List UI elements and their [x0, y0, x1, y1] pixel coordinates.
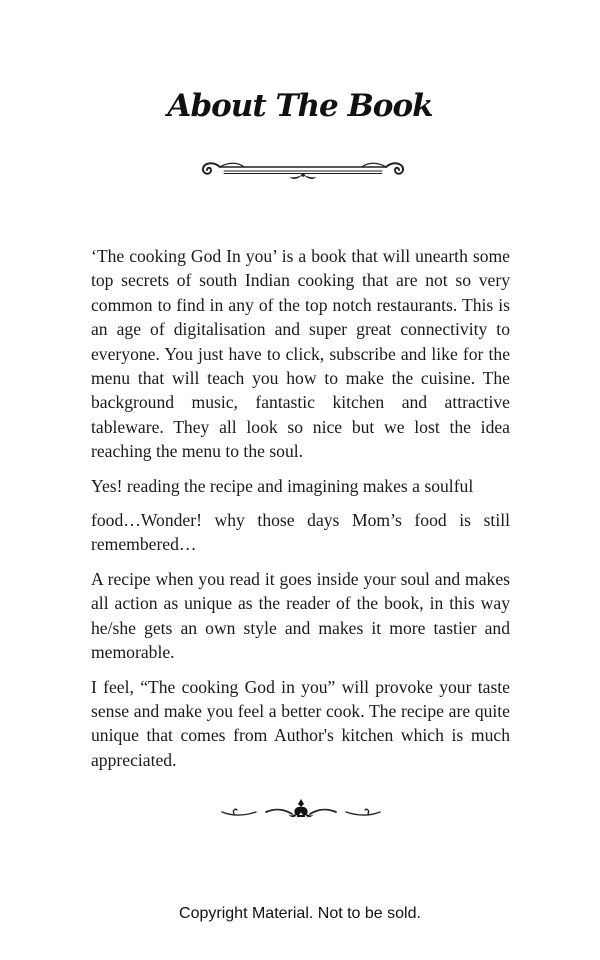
- fleur-de-lis-divider-icon: [220, 796, 382, 822]
- about-text: [91, 244, 510, 782]
- paragraph: A recipe when you read it goes inside your soul and makes all action as unique as the reader of the book, in this way he/she gets an own style and makes it more tastier and memorable.: [91, 568, 510, 663]
- paragraph: food…Wonder! why those days Mom’s food is still remembered…: [91, 510, 510, 555]
- paragraph: ‘The cooking God In you’ is a book that will unearth some top secrets of south Indian cooking that are not so very common to find in any of the top notch restaurants. This is an age of digitalisation and super great connectivity to everyone. You just have to click, subscribe and like for the menu that will teach you how to make the cuisine. The background music, fantastic kitchen and attractive tableware. They all look so nice but we lost the idea reaching the menu to the soul.: [91, 246, 510, 462]
- paragraph: Yes! reading the recipe and imagining makes a soulful: [91, 475, 474, 496]
- paragraph: I feel, “The cooking God in you” will provoke your taste sense and make you feel a better cook. The recipe are quite unique that comes from Author's kitchen which is much appreciated.: [91, 676, 510, 770]
- scroll-divider-icon: [198, 158, 408, 184]
- copyright-footer: Copyright Material. Not to be sold.: [179, 905, 421, 922]
- page-title: About The Book: [167, 88, 433, 124]
